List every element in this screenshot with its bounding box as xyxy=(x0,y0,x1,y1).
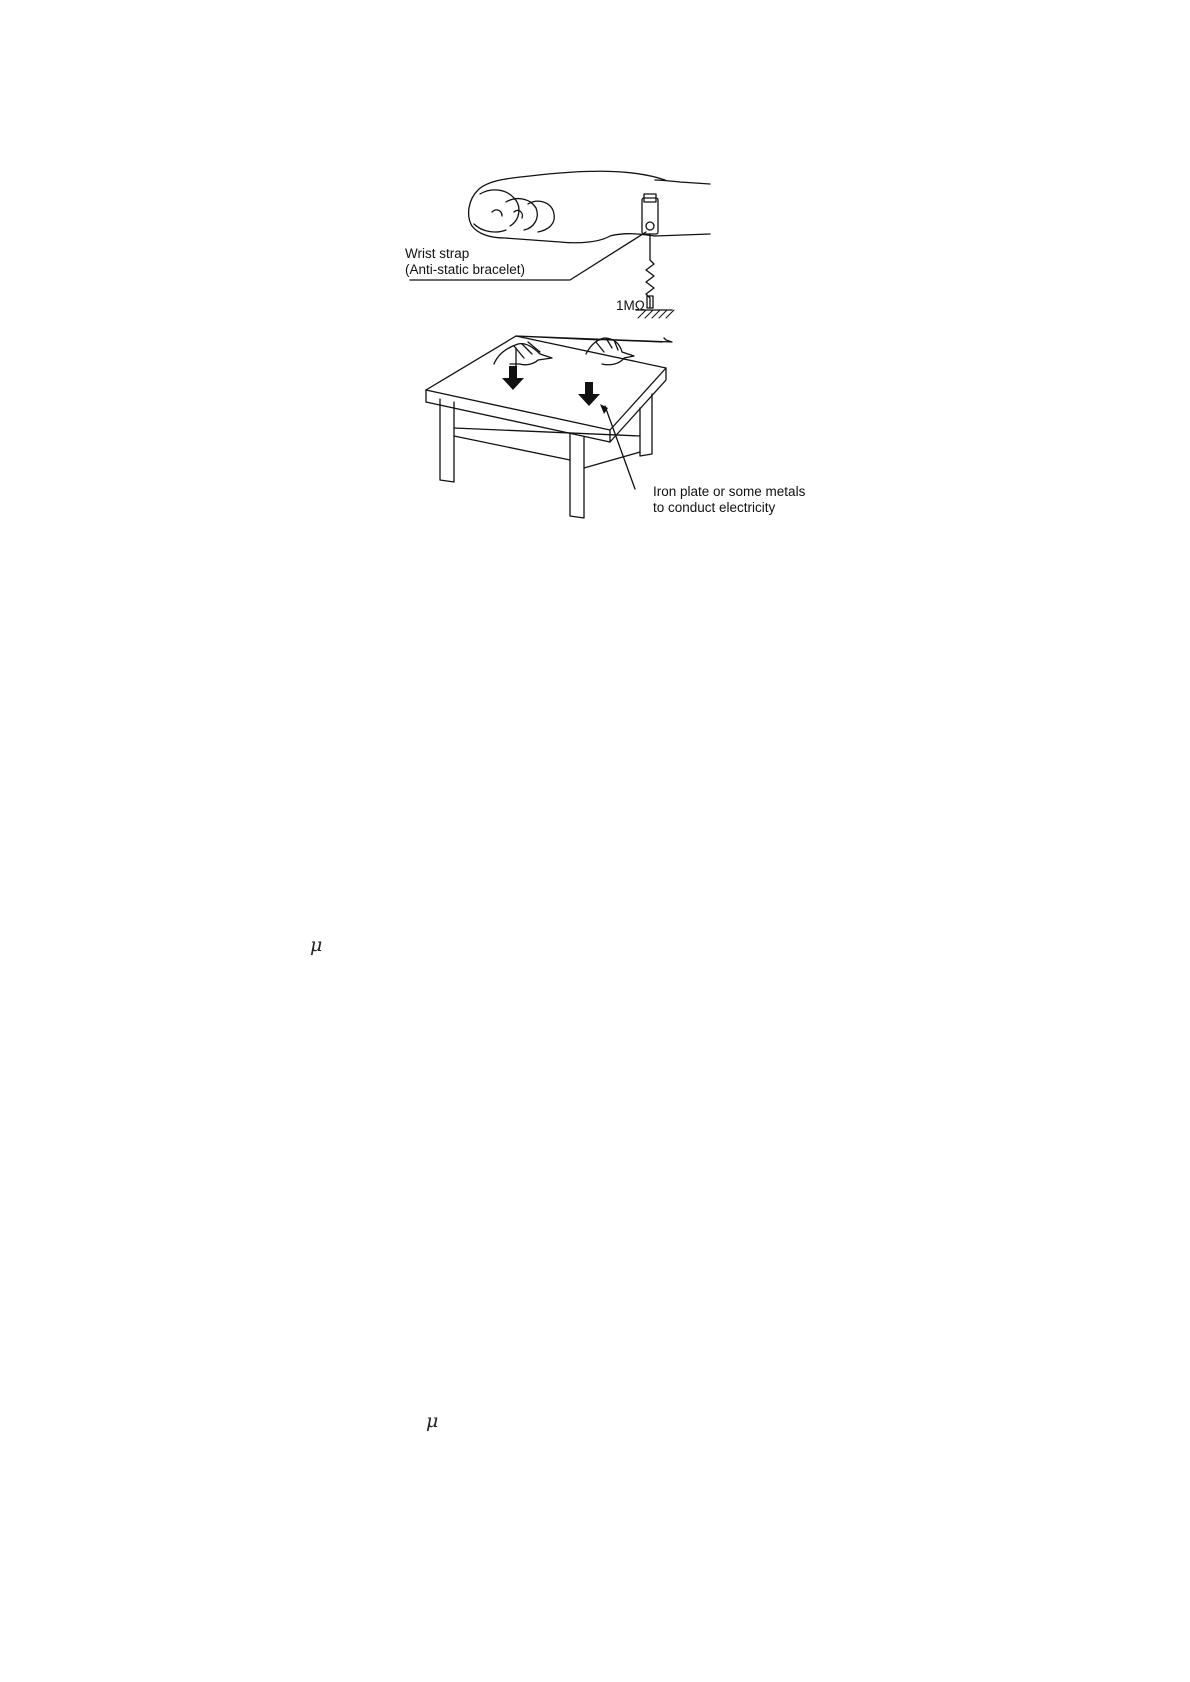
plate-label-line2: to conduct electricity xyxy=(653,500,776,515)
hands-on-table xyxy=(494,338,634,365)
down-arrows xyxy=(502,366,600,406)
mu-symbol: μ xyxy=(310,934,323,956)
table-drawing xyxy=(426,336,672,518)
fist-drawing xyxy=(469,171,710,243)
wrist-strap-label: Wrist strap xyxy=(405,246,470,261)
bracelet-clip xyxy=(642,198,658,234)
mu-symbol: μ xyxy=(426,1410,439,1432)
antistatic-diagram xyxy=(405,168,850,558)
resistor-value-label: 1MΩ xyxy=(616,298,645,313)
plate-label-line1: Iron plate or some metals xyxy=(653,484,806,499)
bracelet-label: (Anti-static bracelet) xyxy=(405,262,526,277)
